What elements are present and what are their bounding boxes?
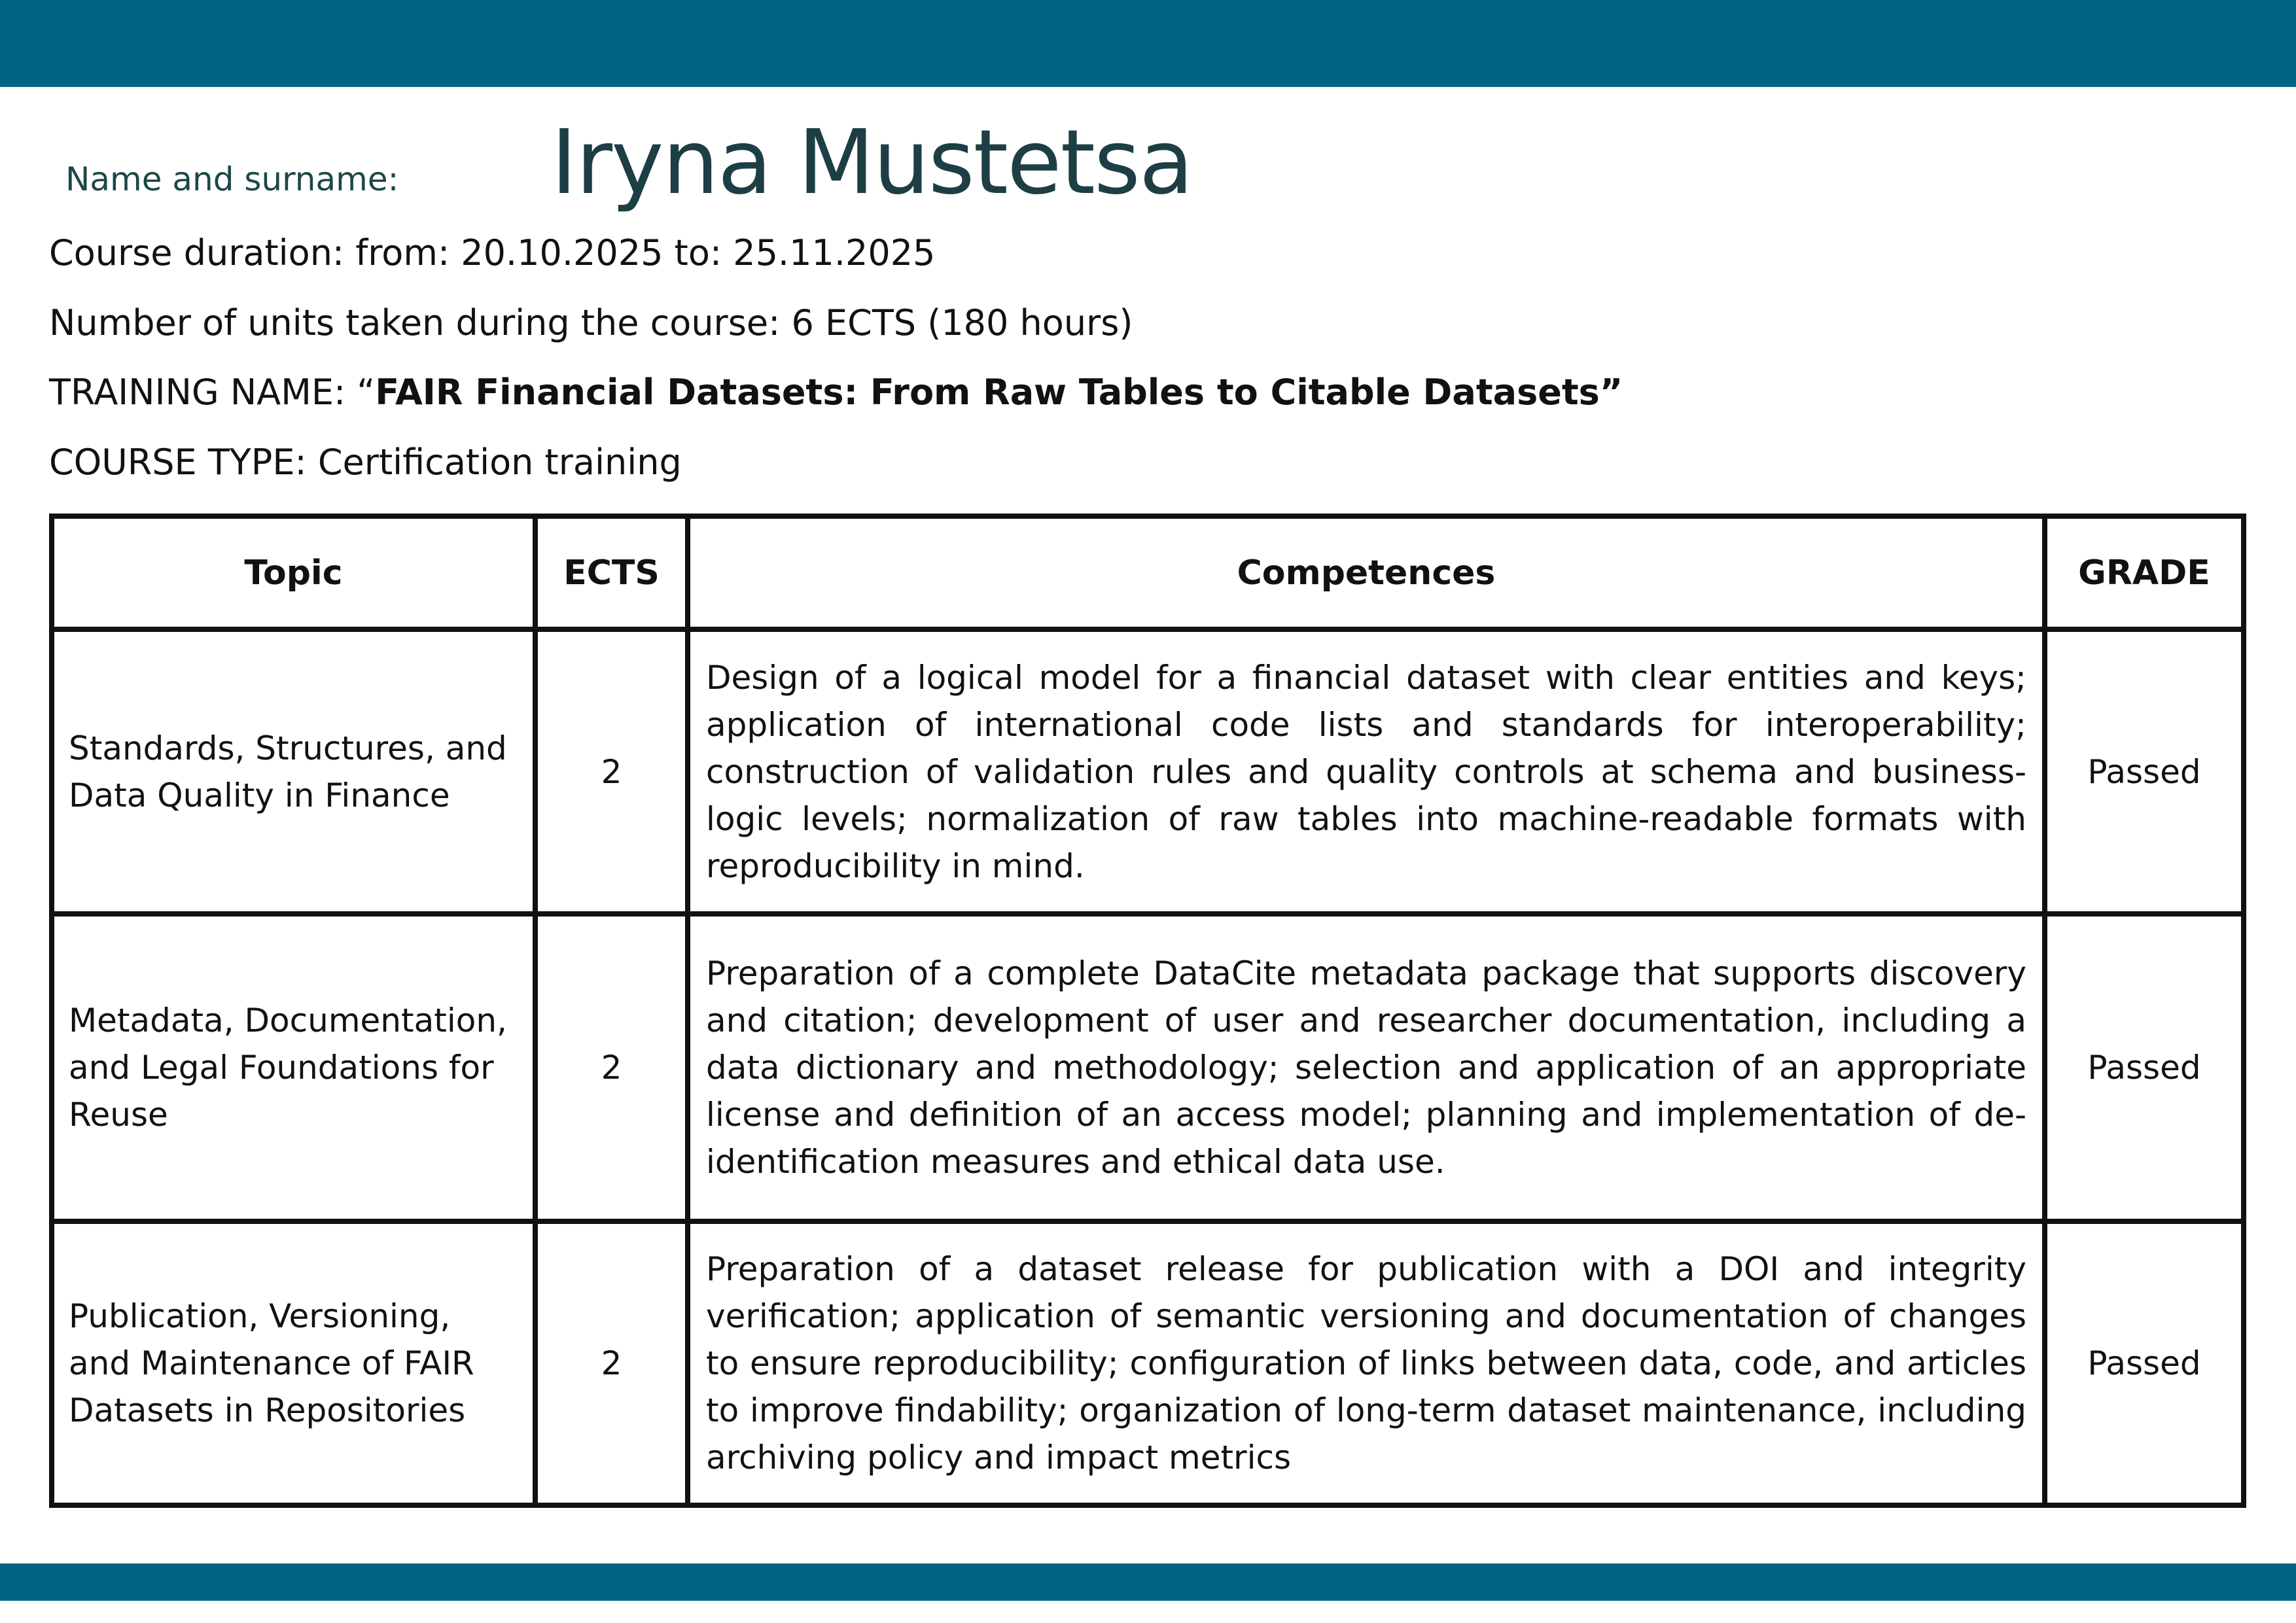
table-row [52,914,2244,1221]
ects-cell: 2 [535,1221,688,1505]
header-competences: Competences [688,516,2045,629]
ects-cell: 2 [535,914,688,1221]
participant-name: Iryna Mustetsa [551,111,1193,215]
ects-cell: 2 [535,629,688,914]
grade-cell: Passed [2045,629,2244,914]
competences-cell: Preparation of a dataset release for publication with a DOI and integrity verification; application of semantic versioning and documentation of changes to ensure reproducibility; configuration of links between data, code, and articles to improve findability; organization of long-term dataset maintenance, including archiving policy and impact metrics [688,1221,2045,1505]
bottom-band [0,1563,2296,1601]
competences-cell: Design of a logical model for a financial dataset with clear entities and keys; application of international code lists and standards for interoperability; construction of validation rules and quality controls at schema and business-logic levels; normalization of raw tables into machine-readable formats with reproducibility in mind. [688,629,2045,914]
units-taken: Number of units taken during the course: 6 ECTS (180 hours) [49,302,1133,343]
grade-cell: Passed [2045,1221,2244,1505]
training-name [49,372,1623,413]
table-row [52,629,2244,914]
topic-cell: Metadata, Documentation, and Legal Foundations for Reuse [52,914,535,1221]
training-name-prefix: TRAINING NAME: “ [49,372,376,413]
competences-cell: Preparation of a complete DataCite metadata package that supports discovery and citation; development of user and researcher documentation, including a data dictionary and methodology; selection and application of an appropriate license and definition of an access model; planning and implementation of de-identification measures and ethical data use. [688,914,2045,1221]
name-label: Name and surname: [65,160,399,198]
grades-table [49,514,2246,1508]
table-header-row [52,516,2244,629]
top-band [0,0,2296,87]
course-type: COURSE TYPE: Certification training [49,442,682,483]
topic-cell: Standards, Structures, and Data Quality in Finance [52,629,535,914]
header-ects: ECTS [535,516,688,629]
training-name-title: FAIR Financial Datasets: From Raw Tables to Citable Datasets” [375,372,1623,413]
grade-cell: Passed [2045,914,2244,1221]
course-duration: Course duration: from: 20.10.2025 to: 25.11.2025 [49,232,936,273]
topic-cell: Publication, Versioning, and Maintenance of FAIR Datasets in Repositories [52,1221,535,1505]
header-topic: Topic [52,516,535,629]
table-row [52,1221,2244,1505]
header-grade: GRADE [2045,516,2244,629]
